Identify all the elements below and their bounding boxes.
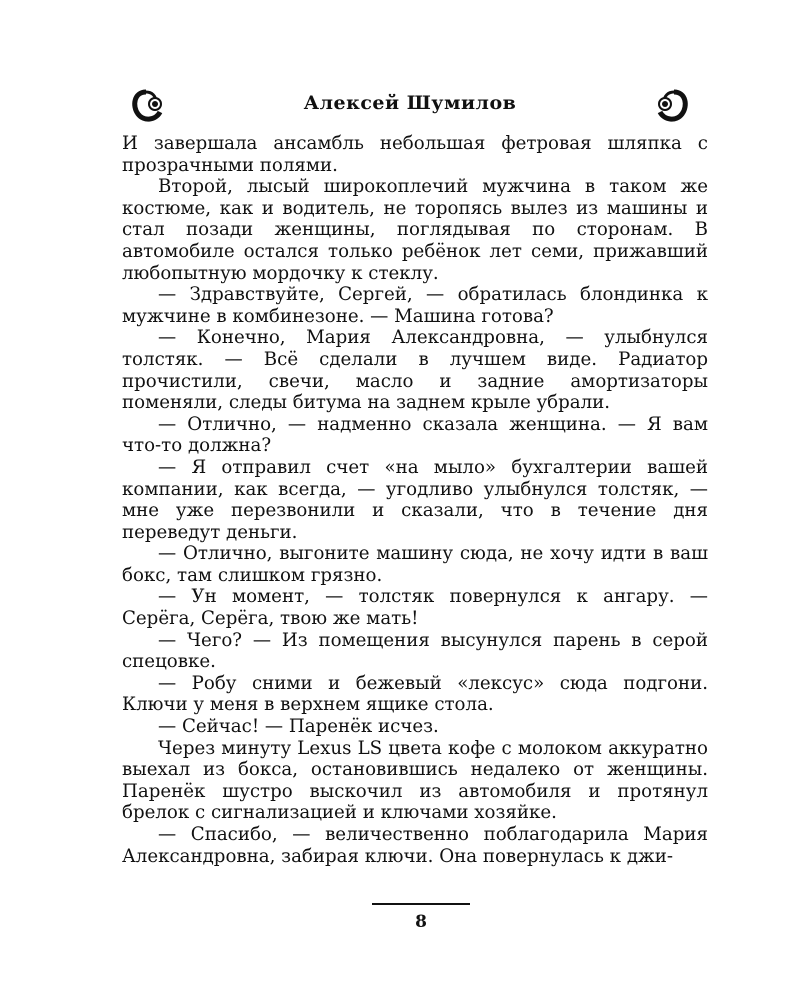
paragraph: Второй, лысый широкоплечий мужчина в таком же костюме, как и водитель, не торопясь вылез из машины и стал позади женщины, поглядывая по сторонам. В автомобиле остался только ребёнок лет семи, прижавший любопытную мордочку к стеклу. xyxy=(122,176,708,284)
paragraph: — Спасибо, — величественно поблагодарила Мария Александровна, забирая ключи. Она повернулась к джи- xyxy=(122,824,708,867)
paragraph: — Робу сними и бежевый «лексус» сюда подгони. Ключи у меня в верхнем ящике стола. xyxy=(122,672,708,716)
paragraph: — Ун момент, — толстяк повернулся к ангару. — Серёга, Серёга, твою же мать! xyxy=(122,586,708,630)
paragraph: — Чего? — Из помещения высунулся парень в серой спецовке. xyxy=(122,629,708,673)
paragraph: — Конечно, Мария Александровна, — улыбнулся толстяк. — Всё сделали в лучшем виде. Радиатор прочистили, свечи, масло и задние амортизаторы поменяли, следы битума на заднем крыле убрали. xyxy=(122,327,708,414)
paragraph: — Я отправил счет «на мыло» бухгалтерии вашей компании, как всегда, — угодливо улыбнулся толстяк, — мне уже перезвонили и сказали, что в течение дня переведут деньги. xyxy=(122,456,708,543)
paragraph: — Отлично, выгоните машину сюда, не хочу идти в ваш бокс, там слишком грязно. xyxy=(122,543,708,586)
paragraph: — Сейчас! — Паренёк исчез. xyxy=(158,716,439,738)
author-name: Алексей Шумилов xyxy=(303,92,517,114)
paragraph: — Отлично, — надменно сказала женщина. — Я вам что-то должна? xyxy=(122,413,708,457)
right-ornament-icon xyxy=(560,84,690,124)
footer-rule xyxy=(372,903,470,905)
body-text xyxy=(122,133,708,867)
paragraph: И завершала ансамбль небольшая фетровая шляпка с прозрачными полями. xyxy=(122,133,708,176)
paragraph: Через минуту Lexus LS цвета кофе с молоком аккуратно выехал из бокса, остановившись недалеко от женщины. Паренёк шустро выскочил из автомобиля и протянул брелок с сигнализацией и ключами хозяйке. xyxy=(122,737,708,824)
paragraph: — Здравствуйте, Сергей, — обратилась блондинка к мужчине в комбинезоне. — Машина готова? xyxy=(122,284,708,327)
page-number: 8 xyxy=(415,912,427,932)
running-header xyxy=(130,84,690,124)
